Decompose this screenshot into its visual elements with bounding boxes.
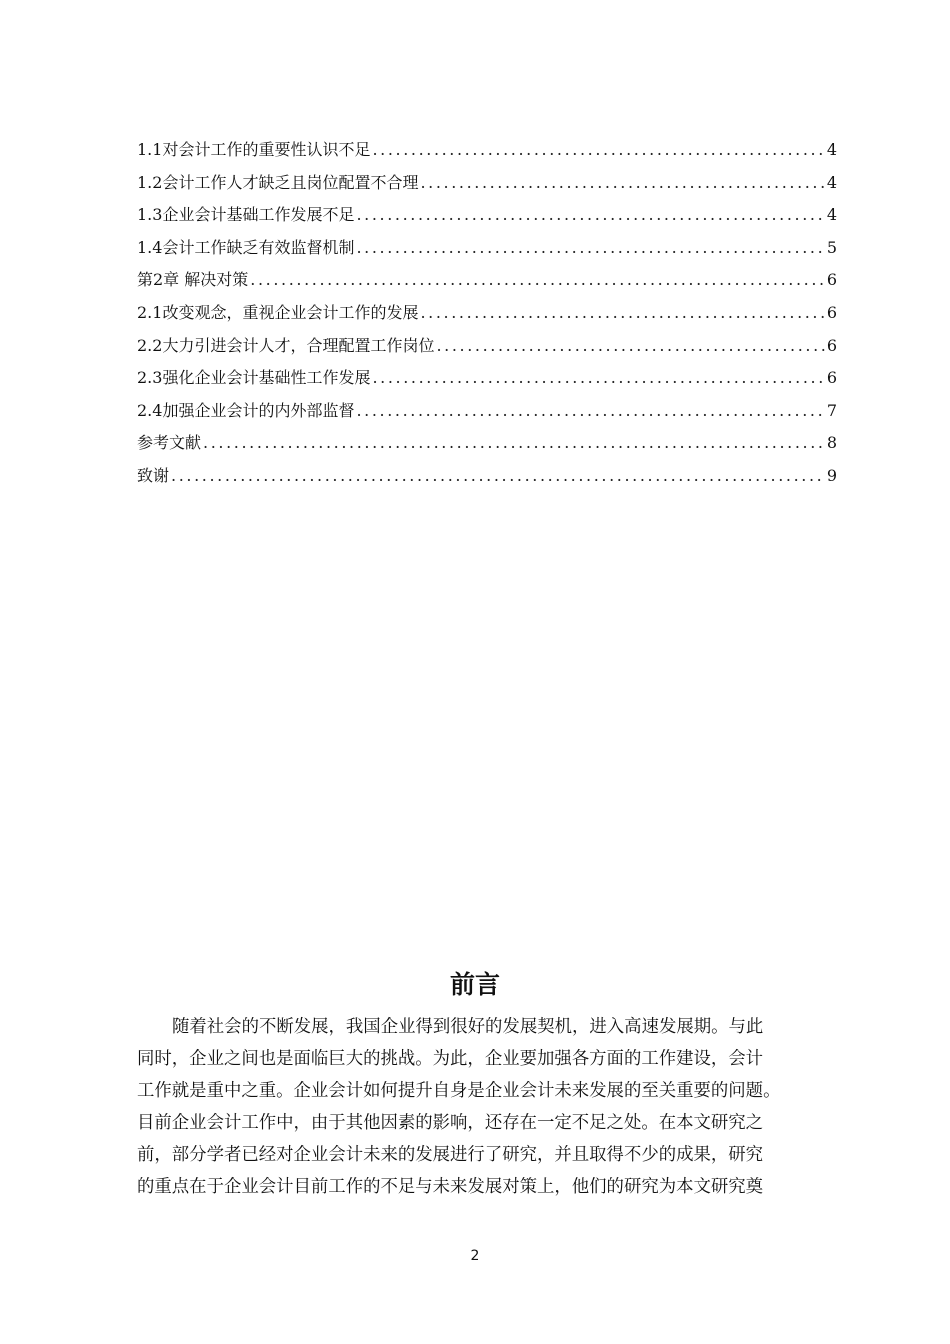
toc-entry-page: 4	[826, 172, 837, 192]
toc-leader-dots	[372, 140, 824, 159]
toc-entry[interactable]	[137, 170, 837, 203]
toc-entry[interactable]	[137, 365, 837, 398]
toc-entry[interactable]	[137, 300, 837, 333]
toc-entry-page: 4	[826, 140, 837, 159]
toc-entry[interactable]	[137, 137, 837, 170]
toc-entry-title: 1.4会计工作缺乏有效监督机制	[137, 237, 355, 257]
toc-entry[interactable]	[137, 463, 837, 496]
toc-leader-dots	[250, 270, 825, 289]
toc-entry[interactable]	[137, 398, 837, 431]
toc-entry[interactable]	[137, 333, 837, 366]
toc-leader-dots	[372, 368, 824, 387]
toc-entry[interactable]	[137, 235, 837, 268]
toc-entry[interactable]	[137, 267, 837, 300]
body-line: 的重点在于企业会计目前工作的不足与未来发展对策上，他们的研究为本文研究奠	[137, 1177, 764, 1197]
toc-entry-title: 参考文献	[137, 433, 202, 453]
toc-entry[interactable]	[137, 430, 837, 463]
table-of-contents	[137, 137, 837, 496]
toc-leader-dots	[356, 238, 824, 257]
body-line: 前，部分学者已经对企业会计未来的发展进行了研究，并且取得不少的成果，研究	[137, 1145, 764, 1165]
toc-entry-page: 4	[826, 205, 837, 225]
toc-leader-dots	[171, 466, 825, 485]
toc-entry-page: 5	[826, 237, 837, 257]
toc-entry-title: 1.2会计工作人才缺乏且岗位配置不合理	[137, 172, 419, 192]
preface-body	[137, 1011, 837, 1203]
body-line: 目前企业会计工作中，由于其他因素的影响，还存在一定不足之处。在本文研究之	[137, 1113, 764, 1133]
toc-entry-title: 第2章 解决对策	[137, 270, 249, 290]
body-line: 随着社会的不断发展，我国企业得到很好的发展契机，进入高速发展期。与此	[172, 1017, 764, 1037]
toc-entry-title: 2.4加强企业会计的内外部监督	[137, 400, 355, 420]
preface-heading: 前言	[449, 970, 500, 999]
toc-entry-page: 6	[826, 368, 837, 388]
toc-entry-page: 6	[826, 302, 837, 322]
toc-entry-page: 6	[826, 270, 837, 290]
toc-entry-page: 8	[826, 433, 837, 453]
toc-entry-page: 6	[826, 335, 837, 355]
body-line: 工作就是重中之重。企业会计如何提升自身是企业会计未来发展的至关重要的问题。	[137, 1081, 781, 1101]
toc-leader-dots	[420, 173, 824, 192]
toc-entry-title: 1.3企业会计基础工作发展不足	[137, 205, 355, 225]
toc-leader-dots	[356, 401, 824, 420]
toc-entry-title: 2.3强化企业会计基础性工作发展	[137, 368, 371, 388]
toc-entry[interactable]	[137, 202, 837, 235]
toc-entry-page: 7	[826, 400, 837, 420]
toc-leader-dots	[420, 303, 824, 322]
toc-entry-title: 1.1对会计工作的重要性认识不足	[137, 140, 371, 159]
toc-entry-title: 2.1改变观念，重视企业会计工作的发展	[137, 302, 419, 322]
toc-leader-dots	[356, 205, 824, 224]
toc-entry-page: 9	[826, 465, 837, 485]
toc-entry-title: 致谢	[137, 465, 170, 485]
toc-leader-dots	[203, 433, 825, 452]
toc-leader-dots	[436, 336, 824, 355]
toc-entry-title: 2.2大力引进会计人才，合理配置工作岗位	[137, 335, 435, 355]
page-number: 2	[470, 1248, 480, 1264]
body-line: 同时，企业之间也是面临巨大的挑战。为此，企业要加强各方面的工作建设，会计	[137, 1049, 764, 1069]
